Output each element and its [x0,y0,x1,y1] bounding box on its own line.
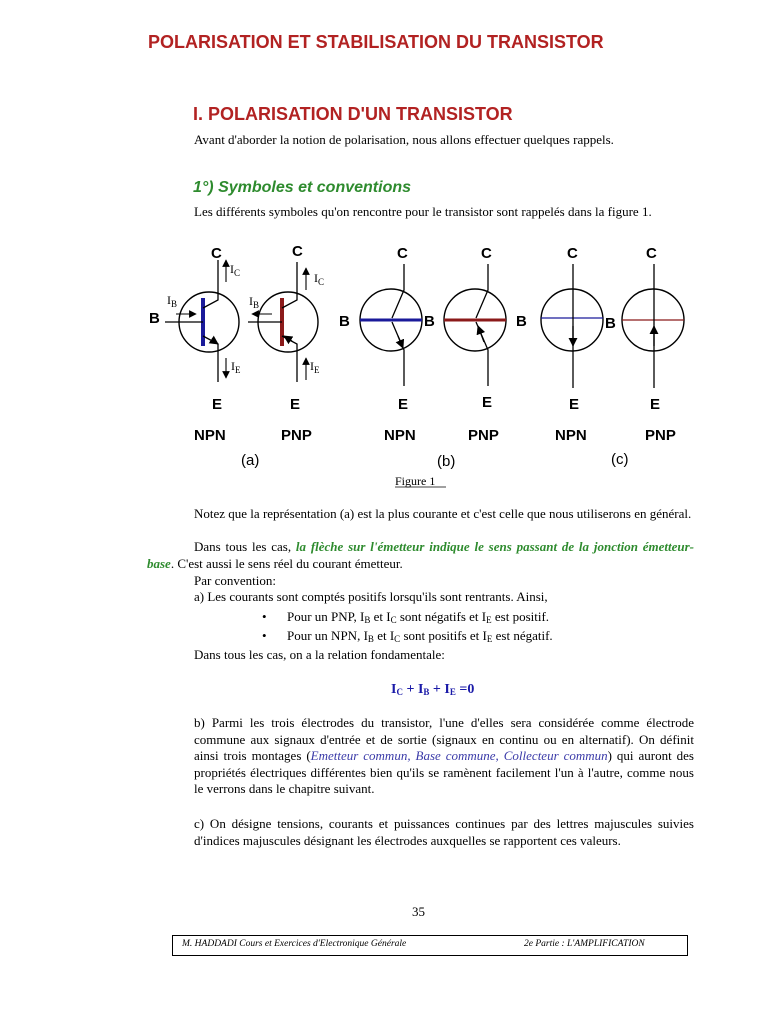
fundamental-equation: $I_C + I_B + I_E =0$ [391,682,475,697]
label-c-5: C [567,245,578,262]
label-e-1: E [212,396,223,413]
relation-intro: Dans tous les cas, on a la relation fondamentale: [194,647,445,662]
label-b-2: B [339,313,350,330]
npn-symbol-b [360,264,422,386]
current-ic-npn: $I_C$ [230,262,241,278]
label-b-3: B [424,313,435,330]
type-npn-a: NPN [194,427,226,444]
pnp-symbol-c [622,264,684,388]
type-npn-b: NPN [384,427,416,444]
group-label-b: (b) [437,453,456,470]
convention-heading: Par convention: [194,573,276,588]
label-c-4: C [481,245,492,262]
cases-paragraph: Dans tous les cas, la flèche sur l'émetteur indique le sens passant de la jonction émetteur-base. C'est aussi le sens réel du courant émetteur. [147,539,694,571]
pnp-symbol-b [444,264,506,386]
footer-right: 2e Partie : L'AMPLIFICATION [524,939,645,949]
label-e-5: E [569,396,580,413]
npn-symbol-c [541,264,603,388]
symbols-paragraph: Les différents symboles qu'on rencontre pour le transistor sont rappelés dans la figure 1. [194,204,652,219]
label-e-3: E [398,396,409,413]
figure-caption: Figure 1 [395,474,436,488]
label-e-6: E [650,396,661,413]
current-ie-pnp: $I_E$ [310,359,320,375]
transistor-symbols-figure [0,238,768,493]
paragraph-c: c) On désigne tensions, courants et puissances continues par des lettres majuscules suivies d'indices majuscules désignant les électrodes auxquelles se rapportent ces valeurs. [194,816,694,848]
label-b-5: B [605,315,616,332]
convention-a: a) Les courants sont comptés positifs lorsqu'ils sont rentrants. Ainsi, [194,589,548,604]
type-pnp-c: PNP [645,427,676,444]
label-b-4: B [516,313,527,330]
paragraph-b: b) Parmi les trois électrodes du transistor, l'une d'elles sera considérée comme électrode commune aux signaux d'entrée et de sortie (signaux en continu ou en alternatif). On définit ainsi trois montages (Emetteur commun, Base commune, Collecteur commun) qui auront des propriétés électriques différentes bien qu'ils se ramènent facilement l'un à l'autre, comme nous le verrons dans le chapitre suivant. [194,715,694,796]
current-ib-npn: $I_B$ [167,293,178,309]
label-c-3: C [397,245,408,262]
type-pnp-b: PNP [468,427,499,444]
current-ic-pnp: $I_C$ [314,271,325,287]
subsection-title: 1°) Symboles et conventions [193,179,412,196]
footer-box [172,935,688,956]
type-npn-c: NPN [555,427,587,444]
footer-left: M. HADDADI Cours et Exercices d'Electronique Générale [182,939,407,949]
pnp-symbol-a [248,262,318,382]
label-b-1: B [149,310,160,327]
type-pnp-a: PNP [281,427,312,444]
label-e-4: E [482,394,493,411]
current-ie-npn: $I_E$ [231,359,241,375]
page-number: 35 [412,904,425,919]
current-ib-pnp: $I_B$ [249,294,260,310]
label-c-1: C [211,245,222,262]
label-e-2: E [290,396,301,413]
intro-paragraph: Avant d'aborder la notion de polarisation, nous allons effectuer quelques rappels. [194,132,614,147]
group-label-a: (a) [241,452,260,469]
section-title: I. POLARISATION D'UN TRANSISTOR [193,104,513,124]
npn-symbol-a [165,260,239,382]
label-c-2: C [292,243,303,260]
label-c-6: C [646,245,657,262]
note-paragraph: Notez que la représentation (a) est la plus courante et c'est celle que nous utiliserons en général. [194,506,692,521]
page-title: POLARISATION ET STABILISATION DU TRANSISTOR [148,32,604,52]
group-label-c: (c) [611,451,629,468]
